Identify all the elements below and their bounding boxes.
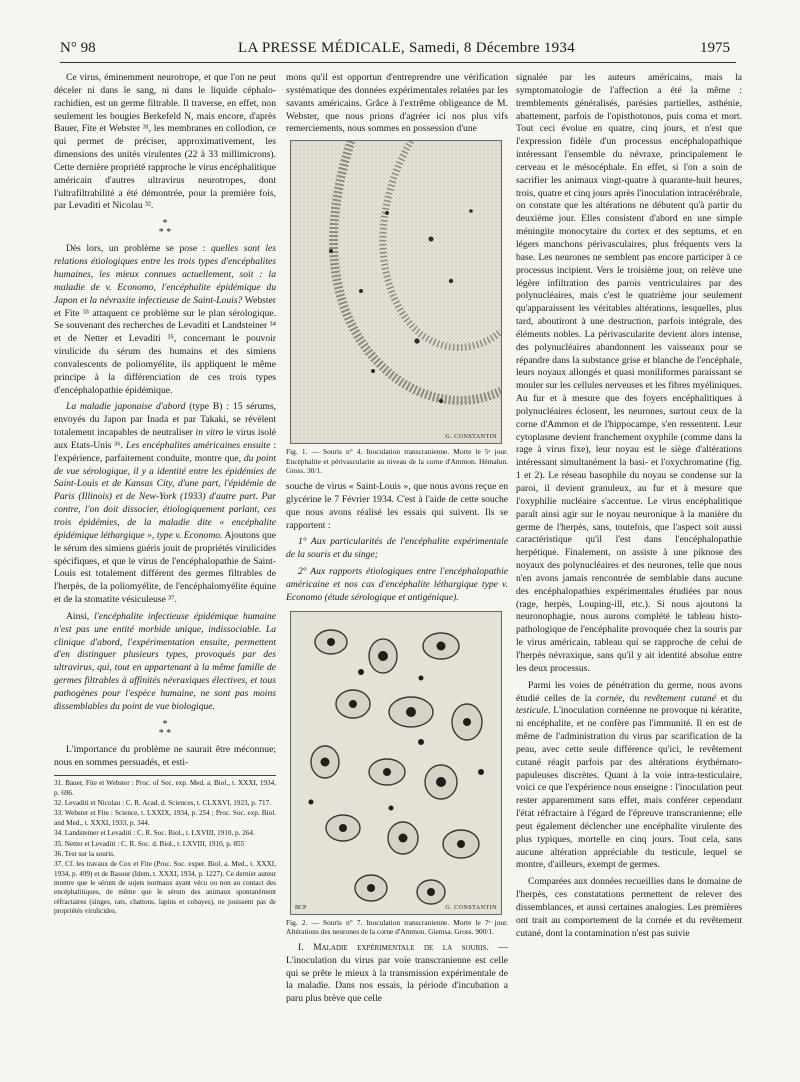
footnote: 33. Webster et Fite : Science, t. LXXIX, 1934, p. 254 ; Proc. Soc. exp. Biol. and Med., t. XXXI, 1933, p. 344.: [54, 809, 276, 827]
paragraph: L'importance du problème ne saurait être méconnue; nous en sommes persuadés, et esti-: [54, 743, 276, 768]
figure-1-micrograph: [290, 140, 502, 444]
footnote: 32. Levaditi et Nicolau : C. R. Acad. d. Sciences, t. CLXXVI, 1923, p. 717.: [54, 799, 271, 808]
footnote: 34. Landsteiner et Levaditi : C. R. Soc. Biol., t. LXVIII, 1910, p. 264.: [54, 829, 255, 838]
paragraph: mons qu'il est opportun d'entreprendre une vérification systématique des données expérimentales relatées par les savants américains. Grâce à l'extrême obligeance de M. Webster, que nous prions d'agréer ici nos plus vifs remerciements, nous sommes en possession d'une: [286, 72, 508, 135]
paragraph: 1° Aux particularités de l'encéphalite expérimentale de la souris et du singe;: [286, 536, 508, 561]
figure-signature: G. CONSTANTIN: [445, 904, 497, 911]
footnote: 35. Netter et Levaditi : C. R. Soc. d. Biol., t. LXVIII, 1910, p. 855: [54, 839, 245, 848]
journal-title: LA PRESSE MÉDICALE, Samedi, 8 Décembre 1934: [238, 40, 576, 56]
figure-2-micrograph: [290, 611, 502, 915]
figure-2-caption: Fig. 2. — Souris n° 7. Inoculation transcranienne. Morte le 7ᵉ jour. Altérations des neurones de la corne d'Ammon. Giemsa. Gross. 900/1.: [286, 917, 508, 937]
page-header: [60, 40, 730, 62]
footnote-rule: [54, 775, 276, 776]
footnote: 36. Test sur la souris.: [54, 849, 115, 858]
neuron-micrograph-image: [291, 612, 501, 914]
column-3: [516, 72, 742, 945]
page-number: 1975: [700, 40, 730, 56]
paragraph: signalée par les auteurs américains, mais la symptomatologie de l'affection a été la même : tremblements généralisés, parésies partielles, asthénie, abattement, parfois de l'opisthotonos, puis coma et mort. Tout ceci évolue en quatre, cinq jours, et n'est que l'expression fidèle d'un processus encéphalopathique intéressant l'ensemble du névraxe, principalement le cerveau et le mésocéphale. En effet, si l'on a soin de sacrifier les animaux vingt-quatre à quarante-huit heures, trois, quatre et cinq jours après l'inoculation intracérébrale, on constate que les altérations ne débutent qu'à partir du deuxième jour. Elles consistent d'abord en une simple méningite monocytaire du cortex et des septums, et en légers manchons périvasculaires, plus fréquents vers la base. Les neurones ne semblent pas encore participer à ce processus incipient. Vers le troisième jour, on relève une légère infiltration des parois ventriculaires par des polynucléaires, mais c'est le quatrième jour seulement qu'apparaissent les véritables altérations, lesquelles, plus tard, aboutiront à une destruction, parfois intégrale, des éléments nobles. La périvascularite devient alors intense, des polynucléaires abandonnent les vaisseaux pour se répandre dans la substance grise et blanche de l'encéphale, leurs noyaux allongés et quasi moniliformes paraissant se mouler sur les cellules nerveuses et les fibres myéliniques. Au fur et à mesure que des foyers encéphalitiques à polynucléaires éclosent, les neurones, surtout ceux de la corne d'Ammon et de l'hippocampe, s'en ressentent. Leur cytoplasme devient franchement oxyphile (comme dans la rage à virus fixe), leur noyau est le siège d'altérations intéressant simultanément la basi- et l'oxychromatine (fig. 1 et 2). Le réseau basophile du noyau se condense sur la paroi, il devient granuleux, au fur et à mesure que l'oxyphilie nucléaire s'accentue. Le virus encéphalitique paraît ainsi agir sur le noyau neuronique à la manière du germe de l'herpès, sans, toutefois, que l'aspect soit aussi caractéristique qu'il l'est dans l'encéphalopathie herpétique. Finalement, on assiste à une piknose des noyaux des polynucléaires et des neurones, telle que nous n'en avons jamais rencontrée de semblable dans aucune des encéphalopathies expérimentales étudiées par nous (rage, herpès, Louping-ill, etc.). Si nous ajoutons la neuronophagie, nous aurons complété le tableau histo-pathologique de l'encéphalite provoquée chez la souris par le virus américain, tableau qui se rapproche de celui de l'herpès névraxique, sans qu'il y ait identité absolue entre les deux processus.: [516, 72, 742, 674]
section-heading: I. Maladie expérimentale de la souris.: [298, 941, 489, 953]
footnote: 37. Cf. les travaux de Cox et Fite (Proc. Soc. exper. Biol. a. Med., t. XXXI, 1934, p. 499) et de Basour (Idem, t. XXXI, 1934, p. 1227). Ce dernier auteur montre que le sérum de sujets normaux ayant vécu ou non au contact des encéphalitiques, de même que le sérum des animaux spontanément réfractaires (singes, rats, chattons, lapins et cobayes), ne jouissent pas de propriétés virulicides.: [54, 860, 276, 916]
paragraph: Ce virus, éminemment neurotrope, et que l'on ne peut déceler ni dans le sang, ni dans le liquide céphalo-rachidien, est un germe filtrable. Il traverse, en effet, non seulement les bougies Berkefeld N, mais encore, d'après Bauer, Fite et Webster ³¹, les membranes en collodion, ce qui permet de préciser, approximativement, les dimensions des unités virulentes (22 à 33 millimicrons). Cette dernière propriété rapproche le virus encéphalitique américain d'autres ultravirus neurotropes, dont l'ultrafiltrabilité a été démontrée, pour la première fois, par Levaditi et Nicolau ³².: [54, 72, 276, 212]
paragraph: La maladie japonaise d'abord (type B) : 15 sérums, envoyés du Japon par Inada et par Takaki, se révèlent totalement incapables de neutraliser in vitro le virus isolé aux Etats-Unis ³⁶. Les encéphalites américaines ensuite : l'expérience, parfaitement conduite, montre que, du point de vue sérologique, il y a identité entre les épidémies de Saint-Louis et de Kansas City, d'une part, l'épidémie de Paris (Illinois) et de New-York (1933) d'autre part. Par contre, l'on doit dissocier, étiologiquement parlant, ces trois épidémies, de la maladie dite « encéphalite épidémique léthargique », type v. Economo. Ajoutons que le sérum des simiens guéris jouit de propriétés virulicides spécifiques, et que le virus de l'encéphalopathie de Saint-Louis est totalement différent des germes filtrables de l'herpès, de la poliomyélite, de l'encéphalomyélite équine et de la stomatite vésiculeuse ³⁷.: [54, 401, 276, 606]
section-separator: * * *: [158, 718, 172, 739]
figure-1-caption: Fig. 1. — Souris n° 4. Inoculation transcranienne. Morte le 5ᵉ jour. Encéphalite et périvascularite au niveau de la corne d'Ammon. Hémalun. Gross. 30/1.: [286, 447, 508, 476]
paragraph: Ainsi, l'encéphalite infectieuse épidémique humaine n'est pas une entité morbide unique, indissociable. La clinique d'abord, l'expérimentation ensuite, permettent d'en distinguer plusieurs types, provoqués par des ultravirus, qui, tout en appartenant à la même famille de germes filtrables à affinités névraxiques électives, et tous pathogènes pour l'espèce humaine, ne sont pas moins dissemblables du point de vue biologique.: [54, 610, 276, 712]
column-2: [286, 72, 508, 1010]
hippocampus-micrograph-image: [291, 141, 501, 443]
figure-signature: G. CONSTANTIN: [445, 434, 497, 441]
column-1: [54, 72, 276, 917]
paragraph: 2° Aux rapports étiologiques entre l'encéphalopathie américaine et nos cas d'encéphalite léthargique type v. Economo (étude sérologique et antigénique).: [286, 566, 508, 603]
paragraph: I. Maladie expérimentale de la souris. — L'inoculation du virus par voie transcranienne est celle qui se prête le mieux à la transmission expérimentale de la maladie. Dans nos essais, la période d'incubation a paru plus brève que celle: [286, 941, 508, 1005]
header-rule: [60, 62, 736, 63]
paragraph: souche de virus « Saint-Louis », que nous avons reçue en glycérine le 7 Février 1934. C'est à l'aide de cette souche que nous avons réalisé les essais qui suivent. Ils se rapportent :: [286, 481, 508, 531]
paragraph: Dès lors, un problème se pose : quelles sont les relations étiologiques entre les trois types d'encéphalites humaines, les mieux connues actuellement, soit : la maladie de v. Economo, l'encéphalite épidémique du Japon et la névraxite infectieuse de Saint-Louis? Webster et Fite ³³ attaquent ce problème sur le plan sérologique. Se souvenant des recherches de Levaditi et Landsteiner ³⁴ et de Netter et Levaditi ³⁵, concernant le pouvoir virulicide du sérum des humains et des simiens convalescents de poliomyélite, ils appliquent le même principe à la différenciation de ces trois types d'encéphalopathie épidémique.: [54, 243, 276, 396]
footnotes: [54, 779, 276, 916]
footnote: 31. Bauer, Fite et Webster : Proc. of Soc. exp. Med. a. Biol., t. XXXI, 1934, p. 696.: [54, 779, 276, 797]
section-separator: * * *: [158, 218, 172, 239]
issue-number: N° 98: [60, 40, 96, 56]
paragraph: Comparées aux données recueillies dans le domaine de l'herpès, ces constatations permettent de relever des dissemblances, et aussi certaines analogies. Les premières ont trait au comportement de la cornée et du revêtement cutané, dont la contamination n'est pas suivie: [516, 876, 742, 939]
paragraph: Parmi les voies de pénétration du germe, nous avons étudié celles de la cornée, du revêtement cutané et du testicule. L'inoculation cornéenne ne provoque ni kératite, ni encéphalite, et ne confère pas l'immunité. Il en est de même de l'administration du virus par scarification de la peau, avec cette seule différence qu'ici, le revêtement cutané réagit parfois par des altérations érythémato-papuleuses discrètes. Quant à la voie intra-testiculaire, voici ce que l'expérience nous enseigne : l'inoculation peut rester apparemment sans effet, mais conférer cependant l'état réfractaire à l'égard de l'épreuve transcranienne; elle peut également déclencher une encéphalite virulente des plus typiques, mortelle en cinq jours. Tout cela, sans aucune altération appréciable du testicule, lequel se montre, d'ailleurs, exempt de germes.: [516, 679, 742, 871]
figure-initials: BCP: [295, 904, 307, 911]
